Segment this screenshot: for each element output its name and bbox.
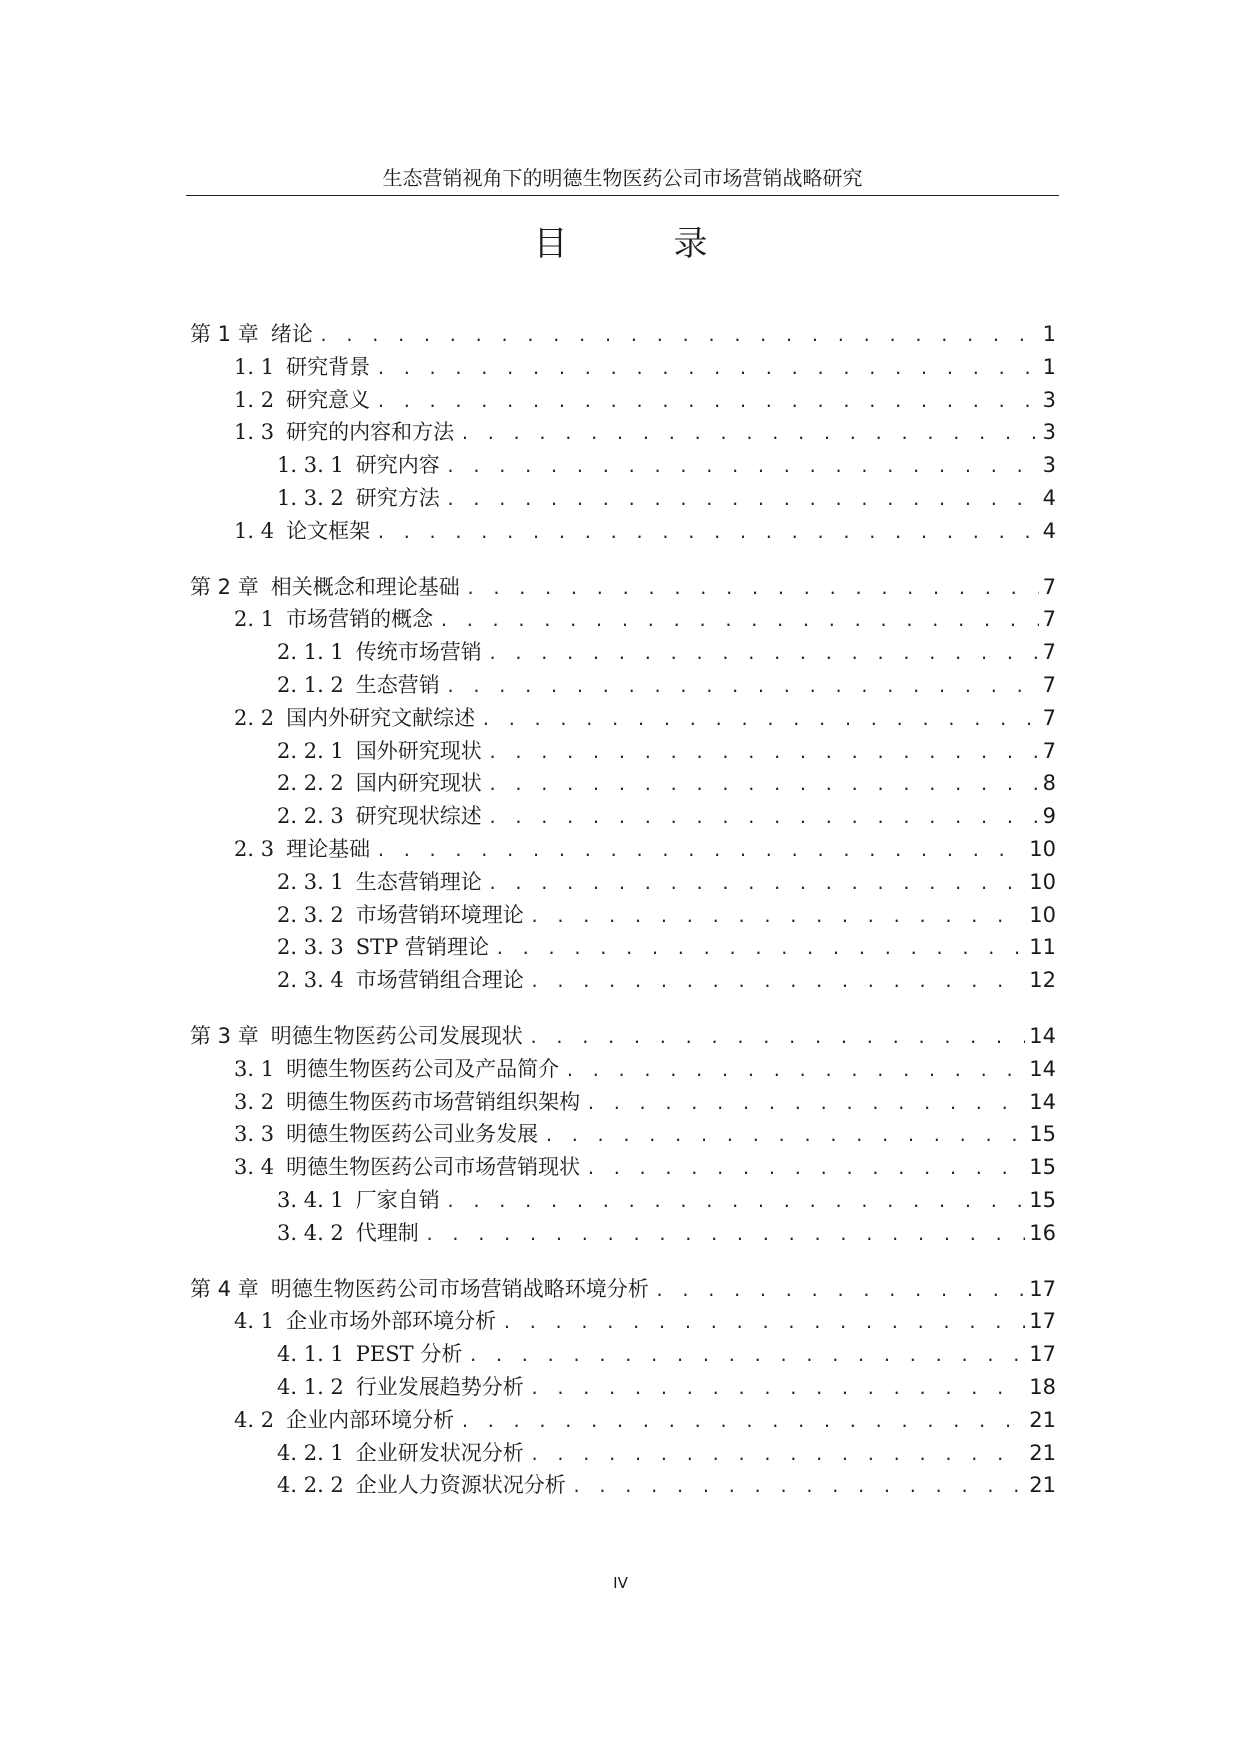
toc-entry-title: 企业人力资源状况分析	[355, 1473, 566, 1498]
toc-section-entry[interactable]	[190, 964, 1056, 997]
toc-entry-label	[234, 603, 439, 636]
toc-entry-label	[234, 1053, 565, 1086]
toc-entry-label	[277, 964, 530, 997]
toc-entry-number: 1. 4	[234, 518, 275, 543]
toc-dot-leader	[488, 737, 1039, 770]
toc-entry-number: 3. 1	[234, 1056, 275, 1081]
toc-dot-leader	[495, 933, 1025, 966]
toc-section-entry[interactable]	[190, 1469, 1056, 1502]
toc-entry-number: 4. 2	[234, 1407, 275, 1432]
toc-entry-title: 研究内容	[355, 453, 440, 478]
toc-dot-leader	[481, 704, 1039, 737]
toc-entry-number: 2. 2. 1	[277, 738, 344, 763]
toc-dot-leader	[530, 966, 1025, 999]
toc-entry-page: 8	[1042, 771, 1056, 796]
toc-entry-page: 4	[1042, 518, 1056, 543]
toc-entry-label	[277, 669, 446, 702]
toc-dot-leader	[468, 1340, 1025, 1373]
toc-entry-number: 2. 1. 1	[277, 640, 344, 665]
toc-section-entry[interactable]	[190, 1151, 1056, 1184]
toc-entry-page: 3	[1042, 387, 1056, 412]
toc-entry-title: 明德生物医药公司及产品简介	[286, 1056, 560, 1081]
toc-dot-leader	[565, 1055, 1025, 1088]
toc-chapter-entry[interactable]	[190, 1020, 1056, 1053]
toc-entry-page: 3	[1042, 453, 1056, 478]
toc-entry-title: 企业市场外部环境分析	[286, 1309, 497, 1334]
toc-entry-label	[190, 1020, 529, 1053]
toc-section-entry[interactable]	[190, 1053, 1056, 1086]
toc-entry-title: PEST 分析	[355, 1342, 463, 1367]
toc-dot-leader	[586, 1153, 1025, 1186]
toc-entry-page: 17	[1029, 1342, 1056, 1367]
toc-entry-label	[277, 1469, 572, 1502]
toc-entry-number: 2. 1. 2	[277, 672, 344, 697]
toc-dot-leader	[319, 320, 1039, 353]
toc-entry-label	[277, 1217, 425, 1250]
toc-dot-leader	[466, 573, 1039, 606]
toc-section-entry[interactable]	[190, 1338, 1056, 1371]
toc-entry-number: 1. 3. 2	[277, 485, 344, 510]
toc-dot-leader	[655, 1275, 1026, 1308]
toc-title: 目 录	[533, 224, 744, 264]
toc-dot-leader	[446, 451, 1039, 484]
toc-entry-label	[234, 1086, 586, 1119]
toc-entry-title: 生态营销	[355, 672, 440, 697]
toc-entry-number: 4. 2. 1	[277, 1440, 344, 1465]
toc-entry-label	[277, 482, 446, 515]
toc-section-entry[interactable]	[190, 1184, 1056, 1217]
toc-section-entry[interactable]	[190, 603, 1056, 636]
toc-entry-number: 第 2 章	[190, 574, 259, 599]
toc-entry-page: 9	[1042, 804, 1056, 829]
toc-dot-leader	[460, 1406, 1025, 1439]
toc-chapter-entry[interactable]	[190, 318, 1056, 351]
toc-entry-page: 10	[1029, 902, 1056, 927]
toc-dot-leader	[488, 769, 1039, 802]
toc-entry-page: 15	[1029, 1187, 1056, 1212]
toc-entry-page: 16	[1029, 1220, 1056, 1245]
toc-entry-label	[190, 1273, 655, 1306]
toc-entry-title: 理论基础	[286, 836, 371, 861]
toc-section-entry[interactable]	[190, 1305, 1056, 1338]
toc-entry-page: 21	[1029, 1440, 1056, 1465]
toc-entry-label	[234, 384, 376, 417]
toc-dot-leader	[586, 1088, 1025, 1121]
toc-entry-number: 4. 1. 2	[277, 1374, 344, 1399]
page-number: IV	[613, 1574, 628, 1592]
toc-entry-number: 1. 3. 1	[277, 453, 344, 478]
toc-entry-page: 14	[1029, 1056, 1056, 1081]
toc-section-entry[interactable]	[190, 1371, 1056, 1404]
toc-dot-leader	[376, 353, 1039, 386]
toc-entry-title: 研究现状综述	[355, 804, 482, 829]
toc-entry-label	[277, 931, 495, 964]
toc-entry-title: 代理制	[355, 1220, 419, 1245]
toc-entry-page: 7	[1042, 574, 1056, 599]
toc-entry-title: 生态营销理论	[355, 869, 482, 894]
toc-entry-title: 绪论	[270, 322, 313, 346]
toc-entry-title: 明德生物医药公司发展现状	[270, 1023, 523, 1048]
toc-entry-title: 论文框架	[286, 518, 371, 543]
toc-entry-page: 14	[1029, 1023, 1056, 1048]
toc-entry-number: 3. 4. 2	[277, 1220, 344, 1245]
toc-section-entry[interactable]	[190, 669, 1056, 702]
toc-entry-page: 18	[1029, 1374, 1056, 1399]
toc-entry-title: 国外研究现状	[355, 738, 482, 763]
toc-entry-number: 1. 1	[234, 354, 275, 379]
toc-entry-label	[234, 351, 376, 384]
toc-dot-leader	[544, 1120, 1025, 1153]
toc-entry-number: 2. 3. 3	[277, 935, 344, 960]
toc-entry-page: 1	[1042, 354, 1056, 379]
toc-section-entry[interactable]	[190, 800, 1056, 833]
toc-entry-page: 17	[1029, 1309, 1056, 1334]
toc-entry-title: 市场营销环境理论	[355, 902, 524, 927]
toc-dot-leader	[376, 517, 1039, 550]
toc-section-entry[interactable]	[190, 1217, 1056, 1250]
toc-entry-title: 国内外研究文献综述	[286, 705, 476, 730]
toc-section-entry[interactable]	[190, 735, 1056, 768]
toc-entry-page: 7	[1042, 640, 1056, 665]
toc-entry-label	[277, 1338, 468, 1371]
toc-entry-number: 1. 2	[234, 387, 275, 412]
toc-entry-number: 2. 3	[234, 836, 275, 861]
toc-dot-leader	[425, 1219, 1025, 1252]
toc-entry-page: 15	[1029, 1155, 1056, 1180]
toc-section-entry[interactable]	[190, 384, 1056, 417]
toc-dot-leader	[572, 1471, 1025, 1504]
toc-entry-number: 4. 1	[234, 1309, 275, 1334]
toc-entry-label	[277, 636, 488, 669]
toc-section-entry[interactable]	[190, 767, 1056, 800]
toc-chapter-entry[interactable]	[190, 1273, 1056, 1306]
toc-entry-title: 研究的内容和方法	[286, 420, 455, 445]
toc-dot-leader	[460, 418, 1039, 451]
toc-entry-label	[234, 1118, 544, 1151]
toc-entry-number: 3. 4. 1	[277, 1187, 344, 1212]
toc-entry-page: 21	[1029, 1473, 1056, 1498]
toc-entry-label	[277, 1437, 530, 1470]
toc-section-entry[interactable]	[190, 1118, 1056, 1151]
toc-entry-number: 2. 2	[234, 705, 275, 730]
toc-section-entry[interactable]	[190, 636, 1056, 669]
toc-dot-leader	[530, 901, 1025, 934]
toc-entry-number: 2. 3. 1	[277, 869, 344, 894]
toc-entry-label	[234, 416, 460, 449]
toc-entry-label	[234, 515, 376, 548]
toc-entry-title: 明德生物医药公司市场营销现状	[286, 1155, 581, 1180]
toc-entry-page: 15	[1029, 1122, 1056, 1147]
toc-dot-leader	[530, 1439, 1025, 1472]
toc-entry-number: 2. 3. 2	[277, 902, 344, 927]
toc-entry-number: 4. 1. 1	[277, 1342, 344, 1367]
toc-entry-number: 3. 4	[234, 1155, 275, 1180]
toc-entry-page: 7	[1042, 738, 1056, 763]
toc-entry-number: 3. 3	[234, 1122, 275, 1147]
toc-entry-label	[234, 1404, 460, 1437]
toc-entry-title: 明德生物医药公司业务发展	[286, 1122, 539, 1147]
toc-section-entry[interactable]	[190, 702, 1056, 735]
toc-entry-title: 企业内部环境分析	[286, 1407, 455, 1432]
toc-entry-title: 市场营销的概念	[286, 607, 434, 632]
toc-entry-label	[277, 735, 488, 768]
toc-dot-leader	[446, 1186, 1025, 1219]
toc-entry-title: STP 营销理论	[355, 935, 489, 960]
toc-entry-title: 传统市场营销	[355, 640, 482, 665]
toc-entry-label	[234, 1151, 586, 1184]
toc-entry-label	[277, 866, 488, 899]
toc-entry-title: 相关概念和理论基础	[270, 574, 460, 599]
toc-section-entry[interactable]	[190, 899, 1056, 932]
toc-entry-number: 第 3 章	[190, 1023, 259, 1048]
toc-entry-page: 14	[1029, 1089, 1056, 1114]
toc-entry-title: 研究方法	[355, 485, 440, 510]
toc-dot-leader	[488, 638, 1039, 671]
toc-entry-title: 明德生物医药市场营销组织架构	[286, 1089, 581, 1114]
toc-entry-title: 明德生物医药公司市场营销战略环境分析	[270, 1276, 649, 1301]
toc-entry-label	[277, 800, 488, 833]
toc-entry-number: 3. 2	[234, 1089, 275, 1114]
toc-entry-number: 1. 3	[234, 420, 275, 445]
toc-entry-number: 第 4 章	[190, 1276, 259, 1301]
toc-entry-label	[234, 702, 481, 735]
toc-entry-title: 市场营销组合理论	[355, 968, 524, 993]
toc-entry-page: 3	[1042, 420, 1056, 445]
toc-entry-number: 2. 3. 4	[277, 968, 344, 993]
toc-entry-page: 7	[1042, 705, 1056, 730]
toc-dot-leader	[529, 1022, 1026, 1055]
toc-entry-number: 4. 2. 2	[277, 1473, 344, 1498]
toc-entry-label	[277, 767, 488, 800]
toc-section-entry[interactable]	[190, 416, 1056, 449]
toc-entry-title: 研究意义	[286, 387, 371, 412]
toc-dot-leader	[376, 386, 1039, 419]
toc-entry-page: 1	[1042, 322, 1056, 346]
toc-section-entry[interactable]	[190, 1437, 1056, 1470]
toc-dot-leader	[488, 868, 1025, 901]
toc-entry-number: 第 1 章	[190, 322, 259, 346]
toc-entry-label	[234, 1305, 502, 1338]
toc-section-entry[interactable]	[190, 833, 1056, 866]
toc-entry-number: 2. 2. 2	[277, 771, 344, 796]
toc-section-entry[interactable]	[190, 866, 1056, 899]
toc-entry-page: 4	[1042, 485, 1056, 510]
toc-entry-title: 厂家自销	[355, 1187, 440, 1212]
toc-entry-page: 21	[1029, 1407, 1056, 1432]
toc-section-entry[interactable]	[190, 351, 1056, 384]
toc-entry-number: 2. 1	[234, 607, 275, 632]
toc-entry-page: 12	[1029, 968, 1056, 993]
toc-dot-leader	[376, 835, 1025, 868]
toc-entry-page: 7	[1042, 607, 1056, 632]
running-header: 生态营销视角下的明德生物医药公司市场营销战略研究	[382, 166, 863, 190]
toc-dot-leader	[439, 605, 1039, 638]
toc-dot-leader	[530, 1373, 1025, 1406]
toc-entry-label	[234, 833, 376, 866]
toc-dot-leader	[446, 671, 1039, 704]
toc-dot-leader	[446, 484, 1039, 517]
toc-section-entry[interactable]	[190, 1086, 1056, 1119]
toc-entry-label	[190, 318, 319, 351]
toc-entry-page: 11	[1029, 935, 1056, 960]
toc-chapter-entry[interactable]	[190, 571, 1056, 604]
toc-dot-leader	[502, 1307, 1025, 1340]
toc-section-entry[interactable]	[190, 515, 1056, 548]
toc-entry-title: 企业研发状况分析	[355, 1440, 524, 1465]
toc-entry-label	[190, 571, 466, 604]
toc-dot-leader	[488, 802, 1039, 835]
toc-entry-page: 10	[1029, 869, 1056, 894]
table-of-contents	[190, 318, 1056, 1502]
toc-section-entry[interactable]	[190, 1404, 1056, 1437]
toc-entry-label	[277, 1371, 530, 1404]
toc-entry-title: 研究背景	[286, 354, 371, 379]
toc-section-entry[interactable]	[190, 931, 1056, 964]
toc-entry-label	[277, 899, 530, 932]
toc-entry-label	[277, 1184, 446, 1217]
toc-entry-label	[277, 449, 446, 482]
toc-entry-page: 10	[1029, 836, 1056, 861]
toc-entry-title: 行业发展趋势分析	[355, 1374, 524, 1399]
toc-section-entry[interactable]	[190, 449, 1056, 482]
toc-entry-page: 17	[1029, 1276, 1056, 1301]
toc-entry-page: 7	[1042, 672, 1056, 697]
toc-entry-number: 2. 2. 3	[277, 804, 344, 829]
toc-section-entry[interactable]	[190, 482, 1056, 515]
toc-entry-title: 国内研究现状	[355, 771, 482, 796]
header-rule	[186, 195, 1059, 196]
